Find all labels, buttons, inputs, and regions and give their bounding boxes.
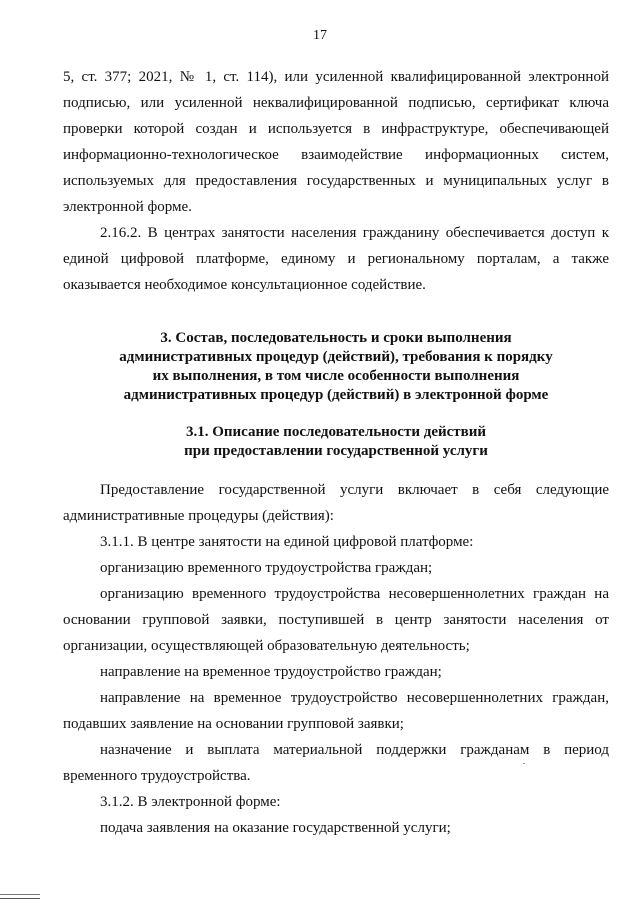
subsection-heading-line: при предоставлении государственной услуги (184, 443, 488, 459)
paragraph: 2.16.2. В центрах занятости населения гражданину обеспечивается доступ к единой цифровой платформе, единому и региональному порталам, а также оказывается необходимое консультационное содействие. (63, 225, 609, 293)
page-number: 17 (313, 28, 327, 43)
paragraph: 5, ст. 377; 2021, № 1, ст. 114), или усиленной квалифицированной электронной подписью, или усиленной неквалифицированной подписью, сертификат ключа проверки которой создан и используется в инфраструктуре, обеспечивающей информационно-технологическое взаимодействие информационных систем, используемых для предоставления государственных и муниципальных услуг в электронной форме. (63, 69, 609, 215)
paragraph: 3.1.1. В центре занятости на единой цифровой платформе: (100, 534, 474, 550)
scan-edge-mark (0, 894, 40, 895)
list-item: назначение и выплата материальной поддержки гражданам в период временного трудоустройства. (63, 742, 609, 784)
section-heading (63, 329, 609, 405)
section-heading-line: административных процедур (действий) в электронной форме (123, 387, 549, 403)
list-item: направление на временное трудоустройство граждан; (100, 664, 442, 680)
section-heading-line: их выполнения, в том числе особенности выполнения (152, 368, 520, 384)
section-heading-line: 3. Состав, последовательность и сроки выполнения (160, 330, 512, 346)
scan-speck (523, 763, 525, 764)
list-item: организацию временного трудоустройства граждан; (100, 560, 433, 576)
subsection-heading-line: 3.1. Описание последовательности действий (185, 424, 487, 440)
section-heading-line: административных процедур (действий), требования к порядку (119, 349, 553, 365)
subsection-heading (63, 423, 609, 461)
paragraph: Предоставление государственной услуги включает в себя следующие административные процедуры (действия): (63, 482, 609, 524)
list-item: направление на временное трудоустройство несовершеннолетних граждан, подавших заявление на основании групповой заявки; (63, 690, 609, 732)
list-item: подача заявления на оказание государственной услуги; (100, 820, 451, 836)
document-body (63, 64, 609, 841)
paragraph: 3.1.2. В электронной форме: (100, 794, 281, 810)
scan-edge-mark (0, 898, 40, 899)
list-item: организацию временного трудоустройства несовершеннолетних граждан на основании групповой заявки, поступившей в центр занятости населения от организации, осуществляющей образовательную деятельность; (63, 586, 609, 654)
